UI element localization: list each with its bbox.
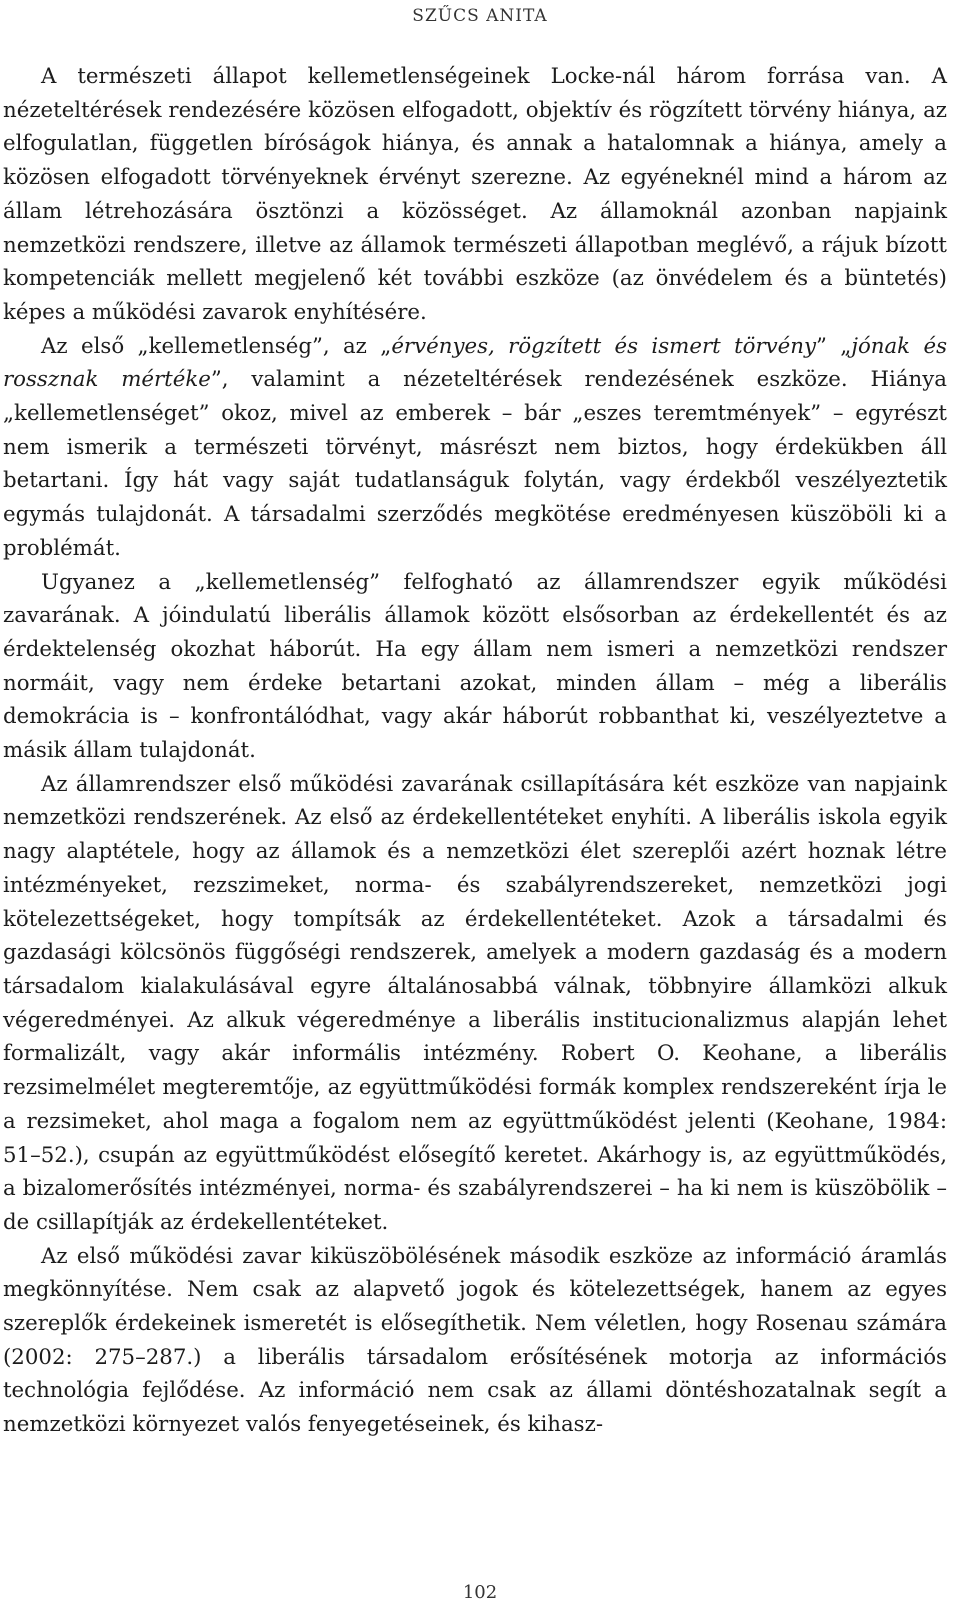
paragraph-1 [3,60,947,330]
paragraph-4 [3,768,947,1240]
paragraph-1-text: A természeti állapot kellemetlenségeinek Locke-nál három forrása van. A nézeteltérések rendezésére közösen elfogadott, objektív és rögzített törvény hiánya, az elfogulatlan, független bíróságok hiánya, és annak a hatalomnak a hiánya, amely a közösen elfogadott törvényeknek érvényt szerezne. Az egyéneknél mind a három az állam létrehozására ösztönzi a közösséget. Az államoknál azonban napjaink nemzetközi rendszere, illetve az államok természeti állapotban meglévő, a rájuk bízott kompetenciák mellett megjelenő két további eszköze (az önvédelem és a büntetés) képes a működési zavarok enyhítésére. [3,64,947,325]
paragraph-5 [3,1240,947,1442]
page-number: 102 [462,1582,498,1603]
paragraph-2-italic-a: érvényes, rögzített és ismert törvény [391,333,817,359]
paragraph-2-text-c: ”, valamint a nézeteltérések rendezésének eszköze. Hiánya „kellemetlenséget” okoz, mivel az emberek – bár „eszes teremtmények” – egyrészt nem ismerik a természeti törvényt, másrészt nem biztos, hogy érdekükben áll betartani. Így hát vagy saját tudatlanságuk folytán, vagy érdekből veszélyeztetik egymás tulajdonát. A társadalmi szerződés megkötése eredményesen küszöböli ki a problémát. [3,367,947,561]
paragraph-3 [3,566,947,768]
paragraph-2 [3,330,947,566]
paragraph-5-text: Az első működési zavar kiküszöbölésének második eszköze az információ áramlás megkönnyítése. Nem csak az alapvető jogok és kötelezettségek, hanem az egyes szereplők érdekeinek ismeretét is elősegíthetik. Nem véletlen, hogy Rosenau számára (2002: 275–287.) a liberális társadalom erősítésének motorja az információs technológia fejlődése. Az információ nem csak az állami döntéshozatalnak segít a nemzetközi környezet valós fenyegetéseinek, és kihasz- [3,1243,947,1438]
body-text [3,60,947,1442]
paragraph-3-text: Ugyanez a „kellemetlenség” felfogható az államrendszer egyik működési zavarának. A jóindulatú liberális államok között elsősorban az érdekellentét és az érdektelenség okozhat háborút. Ha egy állam nem ismeri a nemzetközi rendszer normáit, vagy nem érdeke betartani azokat, minden állam – még a liberális demokrácia is – konfrontálódhat, vagy akár háborút robbanthat ki, veszélyeztetve a másik állam tulajdonát. [3,569,947,764]
paragraph-2-italic-b: jónak és rossznak mértéke [3,333,948,393]
paragraph-2-text-b: ” „ [816,333,852,359]
paragraph-4-text: Az államrendszer első működési zavarának csillapítására két eszköze van napjaink nemzetközi rendszerének. Az első az érdekellentéteket enyhíti. A liberális iskola egyik nagy alaptétele, hogy az államok és a nemzetközi élet szereplői azért hoznak létre intézményeket, rezszimeket, norma- és szabályrendszereket, nemzetközi jogi kötelezettségeket, hogy tompítsák az érdekellentéteket. Azok a társadalmi és gazdasági kölcsönös függőségi rendszerek, amelyek a modern gazdaság és a modern társadalom kialakulásával egyre általánosabbá válnak, többnyire államközi alkuk végeredményei. Az alkuk végeredménye a liberális institucionalizmus alapján lehet formalizált, vagy akár informális intézmény. Robert O. Keohane, a liberális rezsimelmélet megteremtője, az együttműködési formák komplex rendszereként írja le a rezsimeket, ahol maga a fogalom nem az együttműködést jelenti (Keohane, 1984: 51–52.), csupán az együttműködést elősegítő keretet. Akárhogy is, az együttműködés, a bizalomerősítés intézményei, norma- és szabályrendszerei – ha ki nem is küszöbölik – de csillapítják az érdekellentéteket. [3,771,947,1235]
paragraph-2-text-a: Az első „kellemetlenség”, az „ [41,333,392,359]
running-head: SZŰCS ANITA [412,6,548,26]
